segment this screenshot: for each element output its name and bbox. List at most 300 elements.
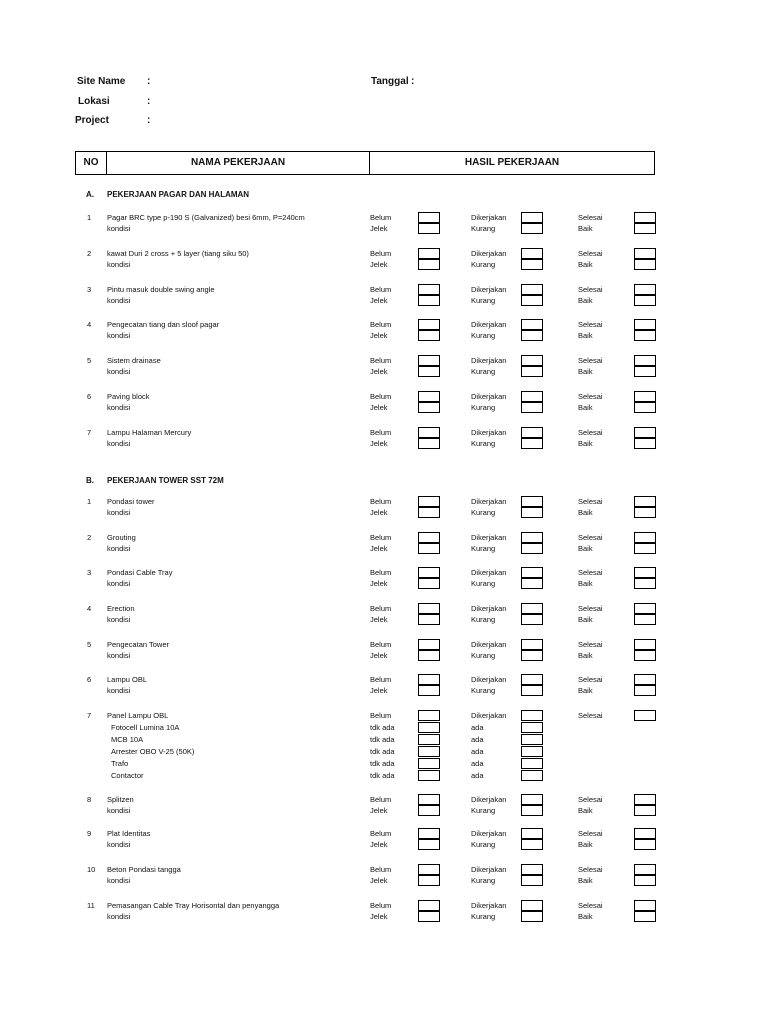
checkbox-tdk-ada-b7-5[interactable]	[418, 770, 440, 781]
status-ada-label: ada	[471, 735, 484, 744]
checkbox-jelek-b3[interactable]	[418, 578, 440, 589]
item-number: 8	[87, 795, 92, 804]
status-selesai-label: Selesai	[578, 711, 603, 720]
checkbox-belum-a4[interactable]	[418, 319, 440, 330]
checkbox-selesai-a1[interactable]	[634, 212, 656, 223]
checkbox-dikerjakan-a7[interactable]	[521, 427, 543, 438]
status-dikerjakan-label: Dikerjakan	[471, 213, 507, 222]
checkbox-tdk-ada-b7-1[interactable]	[418, 722, 440, 733]
checkbox-kurang-b9[interactable]	[521, 839, 543, 850]
checkbox-kurang-a3[interactable]	[521, 295, 543, 306]
status-dikerjakan-label: Dikerjakan	[471, 795, 507, 804]
status-tdk-ada-label: tdk ada	[370, 747, 395, 756]
checkbox-kurang-b1[interactable]	[521, 507, 543, 518]
item-kondisi-label: kondisi	[107, 615, 131, 624]
item-number: 10	[87, 865, 96, 874]
item-number: 11	[87, 901, 95, 910]
status-kurang-label: Kurang	[471, 508, 496, 517]
status-baik-label: Baik	[578, 331, 593, 340]
status-kurang-label: Kurang	[471, 686, 496, 695]
status-selesai-label: Selesai	[578, 675, 603, 684]
item-name: Plat Identitas	[107, 829, 151, 838]
checkbox-jelek-b10[interactable]	[418, 875, 440, 886]
status-kurang-label: Kurang	[471, 615, 496, 624]
status-kurang-label: Kurang	[471, 579, 496, 588]
item-name: kawat Duri 2 cross + 5 layer (tiang siku 50)	[107, 249, 249, 258]
checkbox-belum-b2[interactable]	[418, 532, 440, 543]
status-selesai-label: Selesai	[578, 568, 603, 577]
checkbox-kurang-b5[interactable]	[521, 650, 543, 661]
status-selesai-label: Selesai	[578, 795, 603, 804]
item-number: 6	[87, 392, 92, 401]
status-baik-label: Baik	[578, 508, 593, 517]
status-baik-label: Baik	[578, 579, 593, 588]
status-ada-label: ada	[471, 771, 484, 780]
subitem-name: Fotocell Lumina 10A	[111, 723, 180, 732]
status-dikerjakan-label: Dikerjakan	[471, 711, 507, 720]
item-name: Beton Pondasi tangga	[107, 865, 181, 874]
item-kondisi-label: kondisi	[107, 579, 131, 588]
status-kurang-label: Kurang	[471, 544, 496, 553]
item-number: 4	[87, 320, 92, 329]
checkbox-jelek-a7[interactable]	[418, 438, 440, 449]
status-selesai-label: Selesai	[578, 604, 603, 613]
status-selesai-label: Selesai	[578, 497, 603, 506]
status-belum-label: Belum	[370, 356, 392, 365]
status-dikerjakan-label: Dikerjakan	[471, 320, 507, 329]
checkbox-belum-b8[interactable]	[418, 794, 440, 805]
status-dikerjakan-label: Dikerjakan	[471, 640, 507, 649]
status-kurang-label: Kurang	[471, 331, 496, 340]
item-kondisi-label: kondisi	[107, 260, 131, 269]
status-jelek-label: Jelek	[370, 367, 388, 376]
status-dikerjakan-label: Dikerjakan	[471, 829, 507, 838]
status-selesai-label: Selesai	[578, 356, 603, 365]
item-number: 2	[87, 533, 92, 542]
item-number: 1	[87, 497, 92, 506]
item-name: Pengecatan tiang dan sloof pagar	[107, 320, 220, 329]
status-dikerjakan-label: Dikerjakan	[471, 428, 507, 437]
item-number: 6	[87, 675, 92, 684]
checkbox-belum-a7[interactable]	[418, 427, 440, 438]
checkbox-baik-b4[interactable]	[634, 614, 656, 625]
checkbox-jelek-a4[interactable]	[418, 330, 440, 341]
status-belum-label: Belum	[370, 320, 392, 329]
item-number: 7	[87, 428, 92, 437]
item-name: Splitzen	[107, 795, 134, 804]
checkbox-ada-b7-1[interactable]	[521, 722, 543, 733]
checkbox-dikerjakan-a1[interactable]	[521, 212, 543, 223]
status-jelek-label: Jelek	[370, 686, 388, 695]
checkbox-selesai-a2[interactable]	[634, 248, 656, 259]
status-jelek-label: Jelek	[370, 876, 388, 885]
status-dikerjakan-label: Dikerjakan	[471, 901, 507, 910]
checkbox-baik-b11[interactable]	[634, 911, 656, 922]
status-jelek-label: Jelek	[370, 806, 388, 815]
checkbox-selesai-b1[interactable]	[634, 496, 656, 507]
checkbox-dikerjakan-a5[interactable]	[521, 355, 543, 366]
status-kurang-label: Kurang	[471, 224, 496, 233]
status-jelek-label: Jelek	[370, 296, 388, 305]
checkbox-belum-a1[interactable]	[418, 212, 440, 223]
status-kurang-label: Kurang	[471, 260, 496, 269]
status-baik-label: Baik	[578, 686, 593, 695]
checkbox-belum-a3[interactable]	[418, 284, 440, 295]
checkbox-dikerjakan-b6[interactable]	[521, 674, 543, 685]
checkbox-dikerjakan-b9[interactable]	[521, 828, 543, 839]
status-selesai-label: Selesai	[578, 901, 603, 910]
item-number: 4	[87, 604, 92, 613]
checkbox-kurang-a4[interactable]	[521, 330, 543, 341]
item-kondisi-label: kondisi	[107, 403, 131, 412]
status-selesai-label: Selesai	[578, 640, 603, 649]
checkbox-tdk-ada-b7-3[interactable]	[418, 746, 440, 757]
checkbox-selesai-a5[interactable]	[634, 355, 656, 366]
item-kondisi-label: kondisi	[107, 840, 131, 849]
status-jelek-label: Jelek	[370, 840, 388, 849]
status-dikerjakan-label: Dikerjakan	[471, 356, 507, 365]
status-baik-label: Baik	[578, 912, 593, 921]
item-kondisi-label: kondisi	[107, 508, 131, 517]
status-belum-label: Belum	[370, 829, 392, 838]
status-dikerjakan-label: Dikerjakan	[471, 285, 507, 294]
checkbox-selesai-b8[interactable]	[634, 794, 656, 805]
item-number: 3	[87, 568, 92, 577]
checkbox-belum-a2[interactable]	[418, 248, 440, 259]
status-selesai-label: Selesai	[578, 249, 603, 258]
checkbox-dikerjakan-b11[interactable]	[521, 900, 543, 911]
status-dikerjakan-label: Dikerjakan	[471, 604, 507, 613]
status-belum-label: Belum	[370, 285, 392, 294]
item-kondisi-label: kondisi	[107, 439, 131, 448]
checkbox-baik-a5[interactable]	[634, 366, 656, 377]
checkbox-belum-b1[interactable]	[418, 496, 440, 507]
item-kondisi-label: kondisi	[107, 331, 131, 340]
status-selesai-label: Selesai	[578, 428, 603, 437]
status-belum-label: Belum	[370, 428, 392, 437]
checkbox-belum-a5[interactable]	[418, 355, 440, 366]
checkbox-selesai-b11[interactable]	[634, 900, 656, 911]
status-selesai-label: Selesai	[578, 392, 603, 401]
checkbox-selesai-b9[interactable]	[634, 828, 656, 839]
item-number: 5	[87, 356, 92, 365]
item-name: Sistem drainase	[107, 356, 161, 365]
item-name: Pemasangan Cable Tray Horisontal dan penyangga	[107, 901, 280, 910]
status-dikerjakan-label: Dikerjakan	[471, 865, 507, 874]
status-dikerjakan-label: Dikerjakan	[471, 497, 507, 506]
checkbox-baik-a2[interactable]	[634, 259, 656, 270]
checkbox-belum-b4[interactable]	[418, 603, 440, 614]
checkbox-jelek-a3[interactable]	[418, 295, 440, 306]
status-baik-label: Baik	[578, 403, 593, 412]
status-kurang-label: Kurang	[471, 912, 496, 921]
checkbox-baik-b9[interactable]	[634, 839, 656, 850]
checkbox-belum-b9[interactable]	[418, 828, 440, 839]
status-kurang-label: Kurang	[471, 403, 496, 412]
item-number: 5	[87, 640, 92, 649]
status-belum-label: Belum	[370, 640, 392, 649]
item-number: 7	[87, 711, 92, 720]
section-code-b: B.	[86, 476, 94, 485]
status-ada-label: ada	[471, 759, 484, 768]
checkbox-dikerjakan-a2[interactable]	[521, 248, 543, 259]
section-code-a: A.	[86, 190, 94, 199]
checkbox-belum-b11[interactable]	[418, 900, 440, 911]
status-tdk-ada-label: tdk ada	[370, 735, 395, 744]
subitem-name: Trafo	[111, 759, 129, 768]
status-belum-label: Belum	[370, 213, 392, 222]
status-belum-label: Belum	[370, 675, 392, 684]
status-selesai-label: Selesai	[578, 829, 603, 838]
status-kurang-label: Kurang	[471, 840, 496, 849]
status-belum-label: Belum	[370, 568, 392, 577]
checkbox-dikerjakan-b3[interactable]	[521, 567, 543, 578]
status-kurang-label: Kurang	[471, 876, 496, 885]
item-kondisi-label: kondisi	[107, 651, 131, 660]
checkbox-baik-a7[interactable]	[634, 438, 656, 449]
checkbox-dikerjakan-b1[interactable]	[521, 496, 543, 507]
status-jelek-label: Jelek	[370, 651, 388, 660]
checkbox-baik-b8[interactable]	[634, 805, 656, 816]
project-label: Project	[75, 115, 109, 126]
checkbox-belum-b7[interactable]	[418, 710, 440, 721]
checkbox-baik-b1[interactable]	[634, 507, 656, 518]
lokasi-label: Lokasi	[78, 96, 110, 107]
status-baik-label: Baik	[578, 651, 593, 660]
checkbox-jelek-b9[interactable]	[418, 839, 440, 850]
checkbox-jelek-b2[interactable]	[418, 543, 440, 554]
checkbox-baik-b2[interactable]	[634, 543, 656, 554]
status-kurang-label: Kurang	[471, 296, 496, 305]
checkbox-selesai-b6[interactable]	[634, 674, 656, 685]
status-baik-label: Baik	[578, 544, 593, 553]
checkbox-dikerjakan-b7[interactable]	[521, 710, 543, 721]
status-belum-label: Belum	[370, 533, 392, 542]
checkbox-kurang-b10[interactable]	[521, 875, 543, 886]
checkbox-belum-b6[interactable]	[418, 674, 440, 685]
checkbox-kurang-a2[interactable]	[521, 259, 543, 270]
status-selesai-label: Selesai	[578, 533, 603, 542]
item-name: Lampu Halaman Mercury	[107, 428, 192, 437]
checkbox-kurang-b11[interactable]	[521, 911, 543, 922]
checkbox-selesai-b5[interactable]	[634, 639, 656, 650]
checkbox-belum-b3[interactable]	[418, 567, 440, 578]
checkbox-dikerjakan-b2[interactable]	[521, 532, 543, 543]
item-name: Lampu OBL	[107, 675, 148, 684]
status-belum-label: Belum	[370, 604, 392, 613]
checkbox-selesai-b4[interactable]	[634, 603, 656, 614]
column-hasil-pekerjaan: HASIL PEKERJAAN	[464, 157, 560, 168]
checkbox-kurang-b8[interactable]	[521, 805, 543, 816]
status-tdk-ada-label: tdk ada	[370, 771, 395, 780]
checkbox-baik-b5[interactable]	[634, 650, 656, 661]
status-belum-label: Belum	[370, 865, 392, 874]
status-jelek-label: Jelek	[370, 403, 388, 412]
status-selesai-label: Selesai	[578, 865, 603, 874]
item-name: Paving block	[107, 392, 150, 401]
subitem-name: Arrester OBO V-25 (50K)	[111, 747, 195, 756]
status-baik-label: Baik	[578, 806, 593, 815]
checkbox-baik-b10[interactable]	[634, 875, 656, 886]
item-number: 1	[87, 213, 92, 222]
checkbox-kurang-b6[interactable]	[521, 685, 543, 696]
item-kondisi-label: kondisi	[107, 544, 131, 553]
section-title-a: PEKERJAAN PAGAR DAN HALAMAN	[107, 190, 250, 199]
checkbox-dikerjakan-a4[interactable]	[521, 319, 543, 330]
status-dikerjakan-label: Dikerjakan	[471, 392, 507, 401]
status-dikerjakan-label: Dikerjakan	[471, 568, 507, 577]
item-kondisi-label: kondisi	[107, 806, 131, 815]
status-kurang-label: Kurang	[471, 806, 496, 815]
checkbox-kurang-a6[interactable]	[521, 402, 543, 413]
checkbox-dikerjakan-a3[interactable]	[521, 284, 543, 295]
checkbox-jelek-a2[interactable]	[418, 259, 440, 270]
checkbox-ada-b7-5[interactable]	[521, 770, 543, 781]
item-kondisi-label: kondisi	[107, 876, 131, 885]
item-number: 3	[87, 285, 92, 294]
project-colon: :	[147, 115, 151, 126]
status-baik-label: Baik	[578, 224, 593, 233]
checkbox-selesai-b10[interactable]	[634, 864, 656, 875]
checkbox-dikerjakan-b10[interactable]	[521, 864, 543, 875]
checkbox-selesai-b2[interactable]	[634, 532, 656, 543]
status-baik-label: Baik	[578, 876, 593, 885]
status-jelek-label: Jelek	[370, 224, 388, 233]
checkbox-jelek-a1[interactable]	[418, 223, 440, 234]
status-selesai-label: Selesai	[578, 213, 603, 222]
subitem-name: Contactor	[111, 771, 144, 780]
checkbox-baik-a4[interactable]	[634, 330, 656, 341]
checkbox-dikerjakan-a6[interactable]	[521, 391, 543, 402]
status-baik-label: Baik	[578, 367, 593, 376]
site-name-label: Site Name	[77, 76, 126, 87]
item-kondisi-label: kondisi	[107, 686, 131, 695]
tanggal-colon: :	[411, 76, 415, 87]
item-name: Pondasi Cable Tray	[107, 568, 173, 577]
status-dikerjakan-label: Dikerjakan	[471, 675, 507, 684]
status-dikerjakan-label: Dikerjakan	[471, 533, 507, 542]
checkbox-kurang-a5[interactable]	[521, 366, 543, 377]
checkbox-belum-a6[interactable]	[418, 391, 440, 402]
checkbox-jelek-b11[interactable]	[418, 911, 440, 922]
item-kondisi-label: kondisi	[107, 367, 131, 376]
checkbox-dikerjakan-b8[interactable]	[521, 794, 543, 805]
status-jelek-label: Jelek	[370, 331, 388, 340]
status-jelek-label: Jelek	[370, 579, 388, 588]
status-kurang-label: Kurang	[471, 439, 496, 448]
lokasi-colon: :	[147, 96, 151, 107]
checkbox-ada-b7-4[interactable]	[521, 758, 543, 769]
checkbox-baik-a1[interactable]	[634, 223, 656, 234]
status-belum-label: Belum	[370, 901, 392, 910]
status-jelek-label: Jelek	[370, 439, 388, 448]
item-name: Pintu masuk double swing angle	[107, 285, 215, 294]
status-baik-label: Baik	[578, 296, 593, 305]
checkbox-jelek-b1[interactable]	[418, 507, 440, 518]
status-baik-label: Baik	[578, 439, 593, 448]
checkbox-kurang-a7[interactable]	[521, 438, 543, 449]
checkbox-jelek-b4[interactable]	[418, 614, 440, 625]
tanggal-label: Tanggal	[371, 76, 409, 87]
checkbox-jelek-b6[interactable]	[418, 685, 440, 696]
checkbox-dikerjakan-b4[interactable]	[521, 603, 543, 614]
item-kondisi-label: kondisi	[107, 296, 131, 305]
checkbox-jelek-b8[interactable]	[418, 805, 440, 816]
status-ada-label: ada	[471, 747, 484, 756]
checkbox-jelek-a6[interactable]	[418, 402, 440, 413]
item-name: Grouting	[107, 533, 136, 542]
checkbox-selesai-a6[interactable]	[634, 391, 656, 402]
status-dikerjakan-label: Dikerjakan	[471, 249, 507, 258]
status-belum-label: Belum	[370, 392, 392, 401]
item-name: Erection	[107, 604, 135, 613]
checkbox-tdk-ada-b7-2[interactable]	[418, 734, 440, 745]
status-belum-label: Belum	[370, 249, 392, 258]
section-title-b: PEKERJAAN TOWER SST 72M	[107, 476, 224, 485]
checkbox-jelek-a5[interactable]	[418, 366, 440, 377]
item-kondisi-label: kondisi	[107, 912, 131, 921]
status-selesai-label: Selesai	[578, 285, 603, 294]
status-selesai-label: Selesai	[578, 320, 603, 329]
checkbox-kurang-b3[interactable]	[521, 578, 543, 589]
item-name: Pengecatan Tower	[107, 640, 169, 649]
status-baik-label: Baik	[578, 260, 593, 269]
checkbox-kurang-b2[interactable]	[521, 543, 543, 554]
status-jelek-label: Jelek	[370, 615, 388, 624]
status-jelek-label: Jelek	[370, 912, 388, 921]
subitem-name: MCB 10A	[111, 735, 144, 744]
status-kurang-label: Kurang	[471, 651, 496, 660]
checkbox-belum-b10[interactable]	[418, 864, 440, 875]
checkbox-ada-b7-3[interactable]	[521, 746, 543, 757]
checkbox-baik-b3[interactable]	[634, 578, 656, 589]
checkbox-selesai-b7[interactable]	[634, 710, 656, 721]
status-kurang-label: Kurang	[471, 367, 496, 376]
status-belum-label: Belum	[370, 711, 392, 720]
status-baik-label: Baik	[578, 615, 593, 624]
checkbox-selesai-a7[interactable]	[634, 427, 656, 438]
checkbox-jelek-b5[interactable]	[418, 650, 440, 661]
status-baik-label: Baik	[578, 840, 593, 849]
status-jelek-label: Jelek	[370, 544, 388, 553]
item-name: Pagar BRC type p-190 S (Galvanized) besi 6mm, P=240cm	[107, 213, 305, 222]
column-nama-pekerjaan: NAMA PEKERJAAN	[190, 157, 286, 168]
checkbox-baik-a3[interactable]	[634, 295, 656, 306]
item-number: 2	[87, 249, 92, 258]
checkbox-belum-b5[interactable]	[418, 639, 440, 650]
checkbox-baik-a6[interactable]	[634, 402, 656, 413]
table-header	[75, 151, 655, 175]
checkbox-baik-b6[interactable]	[634, 685, 656, 696]
status-belum-label: Belum	[370, 497, 392, 506]
checkbox-dikerjakan-b5[interactable]	[521, 639, 543, 650]
checkbox-kurang-a1[interactable]	[521, 223, 543, 234]
checkbox-ada-b7-2[interactable]	[521, 734, 543, 745]
site-name-colon: :	[147, 76, 151, 87]
status-ada-label: ada	[471, 723, 484, 732]
status-tdk-ada-label: tdk ada	[370, 723, 395, 732]
checkbox-kurang-b4[interactable]	[521, 614, 543, 625]
checkbox-selesai-a4[interactable]	[634, 319, 656, 330]
item-name: Pondasi tower	[107, 497, 155, 506]
checkbox-selesai-b3[interactable]	[634, 567, 656, 578]
checkbox-tdk-ada-b7-4[interactable]	[418, 758, 440, 769]
item-name: Panel Lampu OBL	[107, 711, 169, 720]
status-jelek-label: Jelek	[370, 508, 388, 517]
item-kondisi-label: kondisi	[107, 224, 131, 233]
checkbox-selesai-a3[interactable]	[634, 284, 656, 295]
status-jelek-label: Jelek	[370, 260, 388, 269]
